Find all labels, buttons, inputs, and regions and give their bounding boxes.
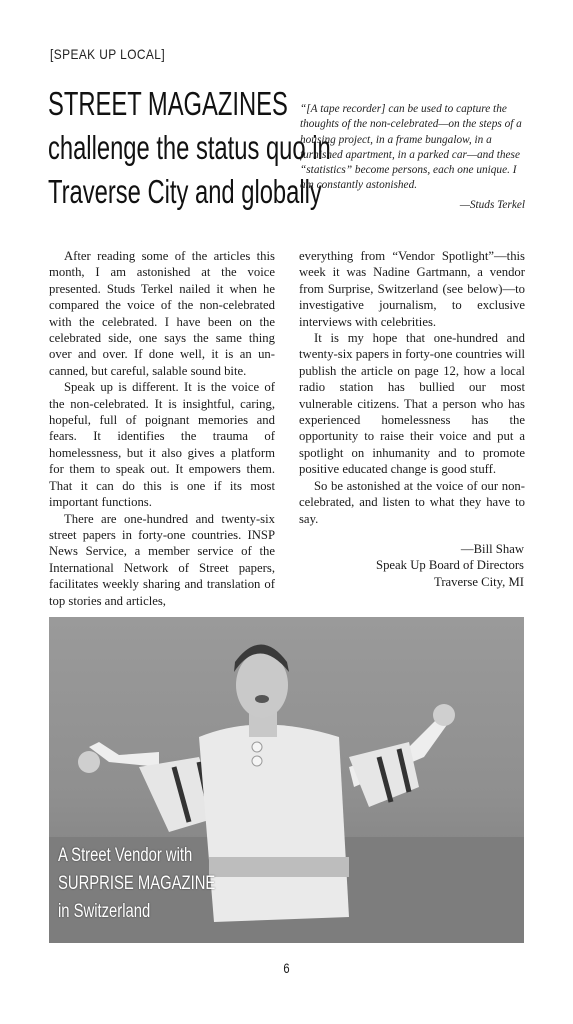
caption-line-3: in Switzerland bbox=[58, 901, 151, 922]
author-signature bbox=[376, 541, 524, 590]
author-name: —Bill Shaw bbox=[460, 542, 524, 556]
article-column-left bbox=[49, 248, 275, 609]
pull-quote-attribution: —Studs Terkel bbox=[459, 199, 525, 211]
headline-line-2: challenge the status quo in bbox=[48, 129, 331, 166]
section-kicker: [SPEAK UP LOCAL] bbox=[50, 46, 166, 62]
author-title: Speak Up Board of Directors bbox=[376, 558, 524, 573]
pull-quote: “[A tape recorder] can be used to capture the thoughts of the non-celebrated—on the steps of a housing project, in a frame bungalow, in a furnished apartment, in a parked car—and these “statistics” become persons, each one unique. I am constantly astonished. bbox=[300, 103, 522, 192]
paragraph: It is my hope that one-hundred and twenty-six papers in forty-one countries will publish the article on page 12, how a local radio station has bullied our most vulnerable citizens. That a person who has experienced homelessness has the opportunity to raise their voice and put a spotlight on inhumanity and to promote positive educated change is good stuff. bbox=[299, 331, 525, 477]
headline-line-1: STREET MAGAZINES bbox=[48, 85, 288, 122]
headline-line-3: Traverse City and globally bbox=[48, 173, 322, 210]
photo-caption bbox=[58, 842, 215, 926]
vendor-photo bbox=[49, 617, 524, 943]
paragraph: There are one-hundred and twenty-six street papers in forty-one countries. INSP News Service, a member service of the International Network of Street papers, facilitates weekly sharing and translation of top stories and articles, bbox=[49, 511, 275, 608]
author-location: Traverse City, MI bbox=[434, 574, 524, 589]
page-number: 6 bbox=[283, 960, 290, 976]
article-column-right bbox=[299, 248, 525, 527]
article-headline bbox=[48, 82, 331, 214]
paragraph: After reading some of the articles this month, I am astonished at the voice presented. Studs Terkel nailed it when he compared the voice of the non-celebrated with the celebrated. I have been on the celebrated side, one says the same thing over and over. If done well, it is an un-canned, but careful, salable sound bite. bbox=[49, 249, 275, 378]
paragraph: So be astonished at the voice of our non-celebrated, and listen to what they have to say. bbox=[299, 478, 525, 526]
caption-line-1: A Street Vendor with bbox=[58, 845, 193, 866]
caption-line-2: SURPRISE MAGAZINE bbox=[58, 873, 216, 894]
paragraph: everything from “Vendor Spotlight”—this week it was Nadine Gartmann, a vendor from Surprise, Switzerland (see below)—to investigative journalism, to exclusive interviews with celebrities. bbox=[299, 249, 525, 329]
paragraph: Speak up is different. It is the voice of the non-celebrated. It is insightful, caring, hopeful, full of poignant memories and fears. It identifies the trauma of homelessness, but it also gives a platform for them to speak out. It empowers them. That it can do this is one if its most important functions. bbox=[49, 380, 275, 510]
